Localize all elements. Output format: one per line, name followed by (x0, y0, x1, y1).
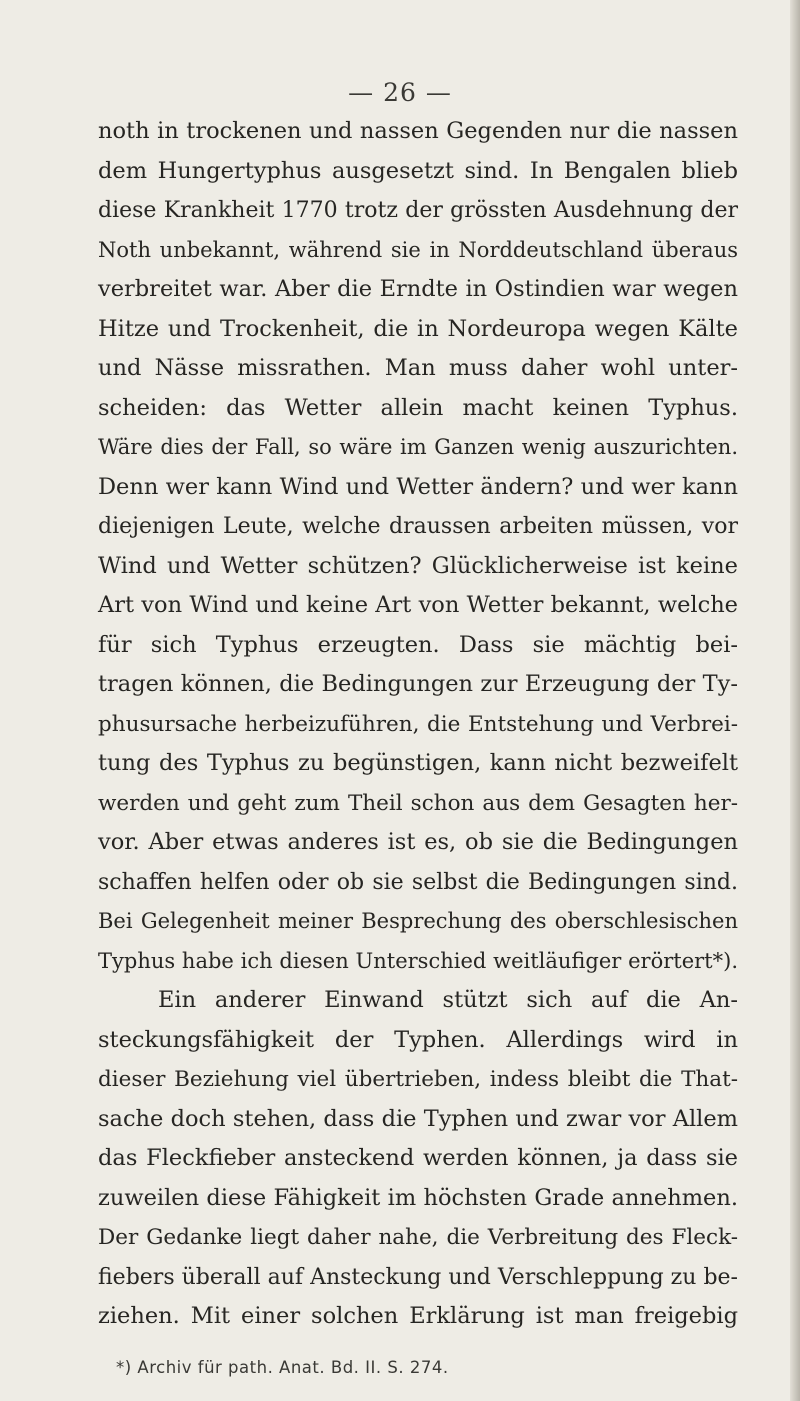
text-line: Denn wer kann Wind und Wetter ändern? und wer kann (98, 473, 738, 500)
text-line: schaffen helfen oder ob sie selbst die Bedingungen sind. (98, 869, 738, 895)
text-line: dieser Beziehung viel übertrieben, indess bleibt die That- (98, 1067, 738, 1092)
text-line: noth in trockenen und nassen Gegenden nur die nassen (98, 118, 738, 144)
text-line: vor. Aber etwas anderes ist es, ob sie die Bedingungen (98, 829, 738, 855)
text-line: Art von Wind und keine Art von Wetter bekannt, welche (98, 592, 738, 618)
footnote: *) Archiv für path. Anat. Bd. II. S. 274. (116, 1358, 449, 1377)
text-line: für sich Typhus erzeugten. Dass sie mächtig bei- (98, 631, 738, 658)
text-line: das Fleckfieber ansteckend werden können, ja dass sie (98, 1145, 738, 1171)
text-line: Ein anderer Einwand stützt sich auf die An- (158, 987, 738, 1013)
text-line: ziehen. Mit einer solchen Erklärung ist man freigebig (98, 1303, 738, 1329)
text-line: verbreitet war. Aber die Erndte in Ostindien war wegen (98, 276, 738, 302)
text-line: diese Krankheit 1770 trotz der grössten Ausdehnung der (98, 198, 738, 223)
text-line: Bei Gelegenheit meiner Besprechung des oberschlesischen (98, 909, 738, 933)
text-line: scheiden: das Wetter allein macht keinen Typhus. (98, 394, 738, 421)
text-line: Der Gedanke liegt daher nahe, die Verbreitung des Fleck- (98, 1225, 738, 1250)
text-line: Wind und Wetter schützen? Glücklicherweise ist keine (98, 552, 738, 579)
text-line: und Nässe missrathen. Man muss daher wohl unter- (98, 355, 738, 381)
text-line: Typhus habe ich diesen Unterschied weitläufiger erörtert*). (98, 948, 738, 973)
text-line: werden und geht zum Theil schon aus dem Gesagten her- (98, 790, 738, 816)
text-line: phusursache herbeizuführen, die Entstehung und Verbrei- (98, 711, 738, 737)
text-line: Noth unbekannt, während sie in Norddeutschland überaus (98, 237, 738, 262)
page-edge-shadow (790, 0, 800, 1401)
text-line: fiebers überall auf Ansteckung und Verschleppung zu be- (98, 1264, 738, 1290)
text-line: tung des Typhus zu begünstigen, kann nicht bezweifelt (98, 750, 738, 776)
text-line: Wäre dies der Fall, so wäre im Ganzen wenig auszurichten. (98, 435, 738, 459)
text-line: zuweilen diese Fähigkeit im höchsten Grade annehmen. (98, 1184, 738, 1211)
text-line: sache doch stehen, dass die Typhen und zwar vor Allem (98, 1105, 738, 1132)
text-line: diejenigen Leute, welche draussen arbeiten müssen, vor (98, 514, 738, 539)
text-line: tragen können, die Bedingungen zur Erzeugung der Ty- (98, 671, 738, 697)
page-number: — 26 — (348, 78, 452, 107)
body-text (98, 112, 738, 1337)
text-line: steckungsfähigkeit der Typhen. Allerdings wird in (98, 1026, 738, 1053)
text-line: Hitze und Trockenheit, die in Nordeuropa wegen Kälte (98, 315, 738, 342)
text-line: dem Hungertyphus ausgesetzt sind. In Bengalen blieb (98, 157, 738, 184)
